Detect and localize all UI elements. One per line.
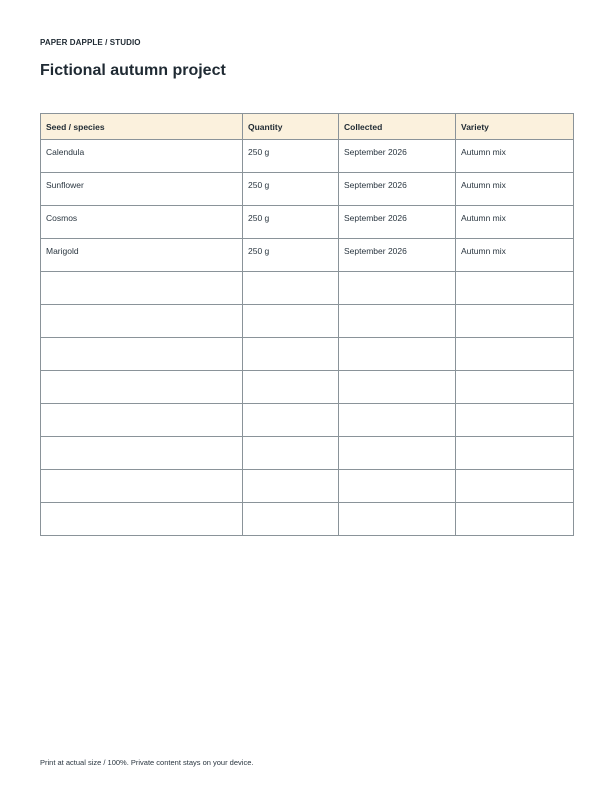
- cell-variety: [456, 371, 574, 404]
- table-header-row: [41, 114, 574, 140]
- cell-collected: September 2026: [339, 140, 456, 173]
- cell-variety: Autumn mix: [456, 140, 574, 173]
- cell-quantity: 250 g: [243, 206, 339, 239]
- cell-quantity: [243, 503, 339, 536]
- cell-variety: [456, 437, 574, 470]
- cell-collected: September 2026: [339, 173, 456, 206]
- cell-collected: [339, 305, 456, 338]
- brand-label: PAPER DAPPLE / STUDIO: [40, 38, 141, 47]
- table-row: [41, 470, 574, 503]
- cell-collected: [339, 470, 456, 503]
- cell-collected: September 2026: [339, 239, 456, 272]
- cell-quantity: [243, 404, 339, 437]
- cell-quantity: [243, 305, 339, 338]
- table-row: [41, 437, 574, 470]
- cell-variety: [456, 470, 574, 503]
- table-row: [41, 371, 574, 404]
- table-row: [41, 140, 574, 173]
- cell-seed-species: [41, 338, 243, 371]
- cell-seed-species: [41, 470, 243, 503]
- cell-seed-species: [41, 503, 243, 536]
- cell-quantity: 250 g: [243, 140, 339, 173]
- cell-seed-species: [41, 305, 243, 338]
- cell-variety: [456, 272, 574, 305]
- table-row: [41, 272, 574, 305]
- cell-variety: Autumn mix: [456, 239, 574, 272]
- cell-collected: [339, 371, 456, 404]
- footer-note: Print at actual size / 100%. Private content stays on your device.: [40, 758, 254, 767]
- cell-quantity: 250 g: [243, 173, 339, 206]
- cell-variety: [456, 404, 574, 437]
- table-row: [41, 239, 574, 272]
- table-row: [41, 206, 574, 239]
- cell-collected: [339, 272, 456, 305]
- table-row: [41, 305, 574, 338]
- cell-seed-species: [41, 272, 243, 305]
- cell-seed-species: [41, 404, 243, 437]
- table-row: [41, 173, 574, 206]
- cell-seed-species: Sunflower: [41, 173, 243, 206]
- column-header-quantity: Quantity: [243, 114, 339, 140]
- cell-seed-species: Cosmos: [41, 206, 243, 239]
- cell-seed-species: [41, 437, 243, 470]
- column-header-seed-species: Seed / species: [41, 114, 243, 140]
- cell-quantity: [243, 272, 339, 305]
- table-row: [41, 503, 574, 536]
- cell-quantity: 250 g: [243, 239, 339, 272]
- cell-collected: [339, 338, 456, 371]
- seed-table: [40, 113, 574, 536]
- cell-quantity: [243, 437, 339, 470]
- cell-variety: Autumn mix: [456, 173, 574, 206]
- table-row: [41, 404, 574, 437]
- cell-variety: [456, 305, 574, 338]
- cell-collected: [339, 503, 456, 536]
- column-header-collected: Collected: [339, 114, 456, 140]
- page-title: Fictional autumn project: [40, 62, 226, 79]
- cell-quantity: [243, 470, 339, 503]
- cell-quantity: [243, 371, 339, 404]
- cell-seed-species: [41, 371, 243, 404]
- cell-collected: [339, 404, 456, 437]
- cell-variety: Autumn mix: [456, 206, 574, 239]
- cell-quantity: [243, 338, 339, 371]
- cell-variety: [456, 503, 574, 536]
- cell-collected: September 2026: [339, 206, 456, 239]
- column-header-variety: Variety: [456, 114, 574, 140]
- cell-seed-species: Marigold: [41, 239, 243, 272]
- table-row: [41, 338, 574, 371]
- cell-variety: [456, 338, 574, 371]
- cell-seed-species: Calendula: [41, 140, 243, 173]
- cell-collected: [339, 437, 456, 470]
